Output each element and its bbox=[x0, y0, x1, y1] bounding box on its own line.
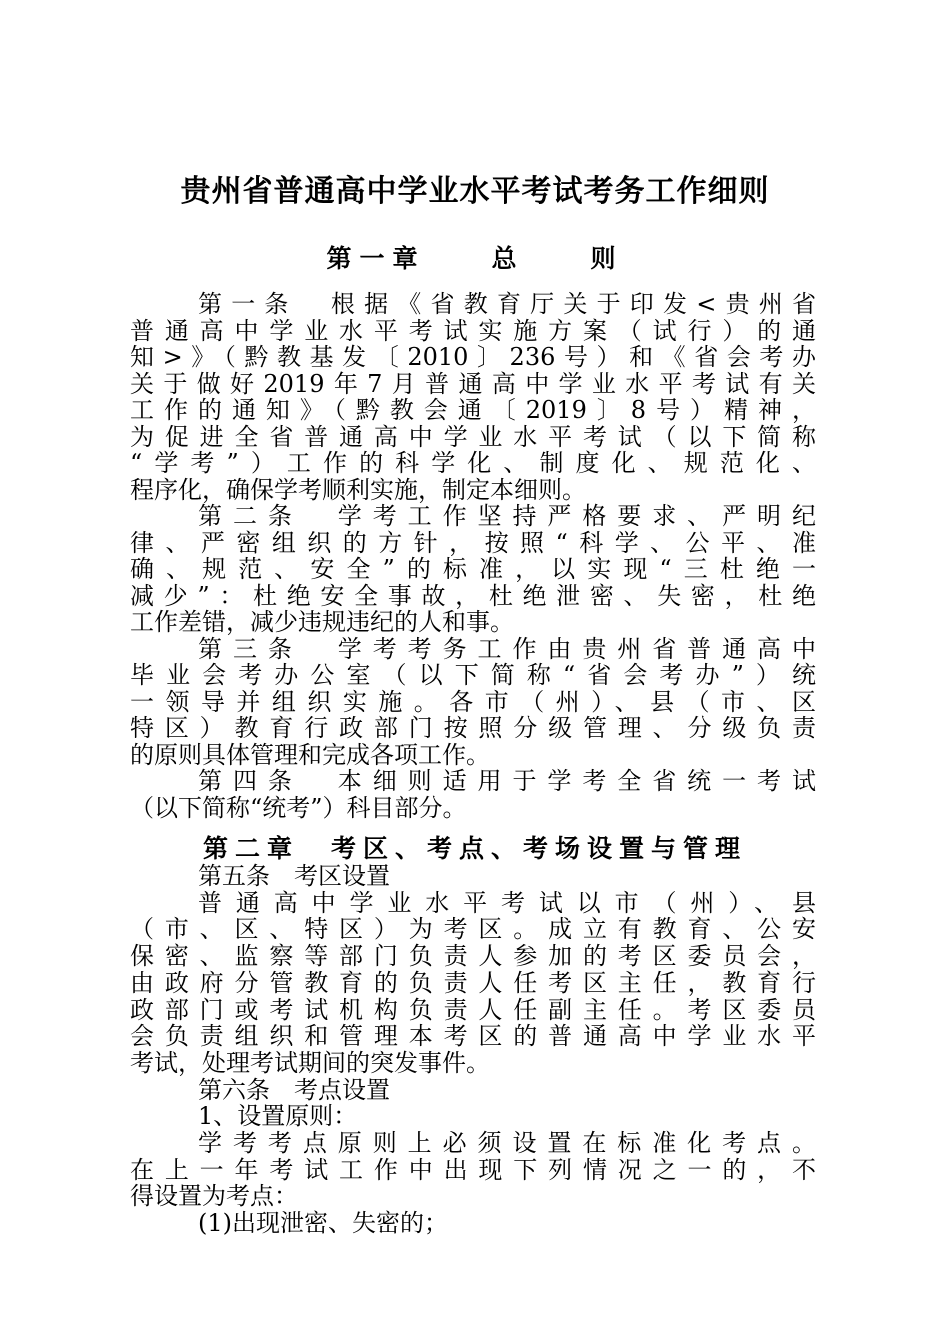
text-line: 毕业会考办公室（以下简称“省会考办”）统 bbox=[130, 661, 816, 689]
text-line: 律、严密组织的方针，按照“科学、公平、准 bbox=[130, 528, 816, 557]
chapter-heading-1: 第一章 总 则 bbox=[326, 244, 624, 273]
chapter-heading-2: 第二章 考区、考点、考场设置与管理 bbox=[202, 834, 747, 863]
text-line: 在上一年考试工作中出现下列情况之一的，不 bbox=[130, 1155, 816, 1184]
text-line: （市、区、特区）为考区。成立有教育、公安 bbox=[130, 915, 816, 944]
text-line: 会负责组织和管理本考区的普通高中学业水平 bbox=[130, 1022, 816, 1051]
text-line: 第三条 学考考务工作由贵州省普通高中 bbox=[198, 634, 816, 663]
text-line: 知>》（黔教基发〔2010〕236号）和《省会考办 bbox=[130, 343, 816, 371]
text-line: 政部门或考试机构负责人任副主任。考区委员 bbox=[130, 995, 816, 1024]
text-line: “学考”）工作的科学化、制度化、规范化、 bbox=[130, 449, 816, 477]
text-line: 程序化，确保学考顺利实施，制定本细则。 bbox=[130, 475, 586, 504]
text-line: 第四条 本细则适用于学考全省统一考试 bbox=[198, 767, 816, 795]
text-line: 关于做好2019年7月普通高中学业水平考试有关 bbox=[130, 369, 816, 398]
text-line: 普通高中学业水平考试以市（州）、县 bbox=[198, 888, 816, 917]
text-line: 特区）教育行政部门按照分级管理、分级负责 bbox=[130, 714, 816, 742]
text-line: 第六条 考点设置 bbox=[198, 1075, 390, 1104]
text-line: (1)出现泄密、失密的； bbox=[198, 1209, 448, 1238]
text-line: 第二条 学考工作坚持严格要求、严明纪 bbox=[198, 502, 816, 530]
text-line: 由政府分管教育的负责人任考区主任，教育行 bbox=[130, 968, 816, 997]
text-line: 的原则具体管理和完成各项工作。 bbox=[130, 740, 490, 769]
text-line: 减少”：杜绝安全事故，杜绝泄密、失密，杜绝 bbox=[130, 581, 816, 610]
text-line: 1、设置原则： bbox=[198, 1102, 358, 1131]
text-line: 工作差错，减少违规违纪的人和事。 bbox=[130, 608, 514, 636]
text-line: 工作的通知》（黔教会通〔2019〕8号）精神， bbox=[130, 396, 816, 424]
text-line: 一领导并组织实施。各市（州）、县（市、区 bbox=[130, 687, 816, 716]
text-line: 确、规范、安全”的标准，以实现“三杜绝一 bbox=[130, 555, 816, 583]
text-line: （以下简称“统考”）科目部分。 bbox=[130, 793, 467, 822]
text-line: 第一条 根据《省教育厅关于印发<贵州省 bbox=[198, 290, 816, 318]
text-line: 第五条 考区设置 bbox=[198, 862, 390, 890]
text-line: 考试，处理考试期间的突发事件。 bbox=[130, 1048, 490, 1077]
text-line: 得设置为考点： bbox=[130, 1182, 298, 1211]
text-line: 保密、监察等部门负责人参加的考区委员会， bbox=[130, 942, 816, 971]
text-line: 普通高中学业水平考试实施方案（试行）的通 bbox=[130, 316, 816, 345]
document-title: 贵州省普通高中学业水平考试考务工作细则 bbox=[180, 174, 770, 209]
text-line: 学考考点原则上必须设置在标准化考点。 bbox=[198, 1129, 816, 1157]
text-line: 为促进全省普通高中学业水平考试（以下简称 bbox=[130, 422, 816, 451]
